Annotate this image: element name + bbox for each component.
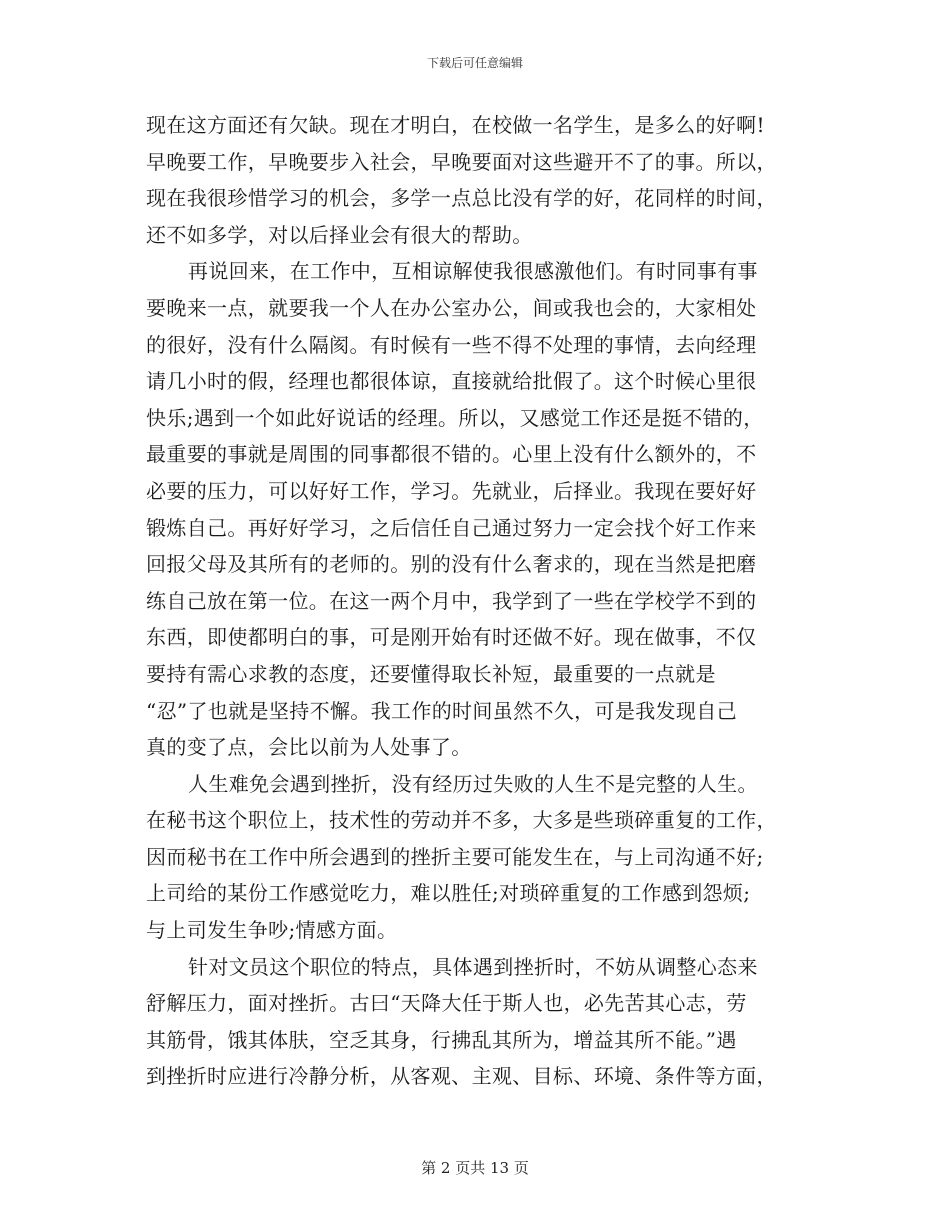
- text-line: 早晚要工作，早晚要步入社会，早晚要面对这些避开不了的事。所以，: [146, 149, 777, 174]
- text-line: 要持有需心求教的态度，还要懂得取长补短，最重要的一点就是: [146, 661, 716, 686]
- text-line: 在秘书这个职位上，技术性的劳动并不多，大多是些琐碎重复的工作，: [146, 808, 777, 833]
- text-line: 与上司发生争吵;情感方面。: [146, 918, 398, 943]
- text-line: 人生难免会遇到挫折，没有经历过失败的人生不是完整的人生。: [188, 771, 758, 796]
- text-line: 锻炼自己。再好好学习，之后信任自己通过努力一定会找个好工作来: [146, 515, 757, 540]
- text-line: 舒解压力，面对挫折。古曰“天降大任于斯人也，必先苦其心志，劳: [146, 991, 747, 1016]
- text-line: 东西，即使都明白的事，可是刚开始有时还做不好。现在做事，不仅: [146, 625, 757, 650]
- text-line: 快乐;遇到一个如此好说话的经理。所以，又感觉工作还是挺不错的，: [146, 405, 764, 430]
- text-line: 现在我很珍惜学习的机会，多学一点总比没有学的好，花同样的时间，: [146, 186, 777, 211]
- text-line: 现在这方面还有欠缺。现在才明白，在校做一名学生，是多么的好啊!: [146, 113, 765, 137]
- text-line: 回报父母及其所有的老师的。别的没有什么奢求的，现在当然是把磨: [146, 552, 757, 577]
- text-line: 上司给的某份工作感觉吃力，难以胜任;对琐碎重复的工作感到怨烦;: [146, 881, 751, 906]
- document-body: [146, 107, 806, 1095]
- text-line: 到挫折时应进行冷静分析，从客观、主观、目标、环境、条件等方面，: [146, 1064, 777, 1089]
- text-line: 最重要的事就是周围的同事都很不错的。心里上没有什么额外的，不: [146, 442, 757, 467]
- text-line: 真的变了点，会比以前为人处事了。: [146, 735, 472, 760]
- text-line: 针对文员这个职位的特点，具体遇到挫折时，不妨从调整心态来: [188, 954, 758, 979]
- text-line: 因而秘书在工作中所会遇到的挫折主要可能发生在，与上司沟通不好;: [146, 844, 764, 869]
- text-line: 练自己放在第一位。在这一两个月中，我学到了一些在学校学不到的: [146, 588, 757, 613]
- text-line: 还不如多学，对以后择业会有很大的帮助。: [146, 222, 533, 247]
- text-line: 的很好，没有什么隔阂。有时候有一些不得不处理的事情，去向经理: [146, 332, 757, 357]
- text-line: 要晚来一点，就要我一个人在办公室办公，间或我也会的，大家相处: [146, 295, 757, 320]
- page-header: 下载后可任意编辑: [426, 56, 523, 70]
- text-line: 请几小时的假，经理也都很体谅，直接就给批假了。这个时候心里很: [146, 369, 757, 394]
- page-footer: 第 2 页共 13 页: [421, 1159, 529, 1177]
- text-line: 再说回来，在工作中，互相谅解使我很感激他们。有时同事有事: [188, 259, 758, 284]
- text-line: 必要的压力，可以好好工作，学习。先就业，后择业。我现在要好好: [146, 478, 757, 503]
- text-line: “忍”了也就是坚持不懈。我工作的时间虽然不久，可是我发现自己: [146, 698, 737, 723]
- text-line: 其筋骨，饿其体肤，空乏其身，行拂乱其所为，增益其所不能。”遇: [146, 1027, 737, 1052]
